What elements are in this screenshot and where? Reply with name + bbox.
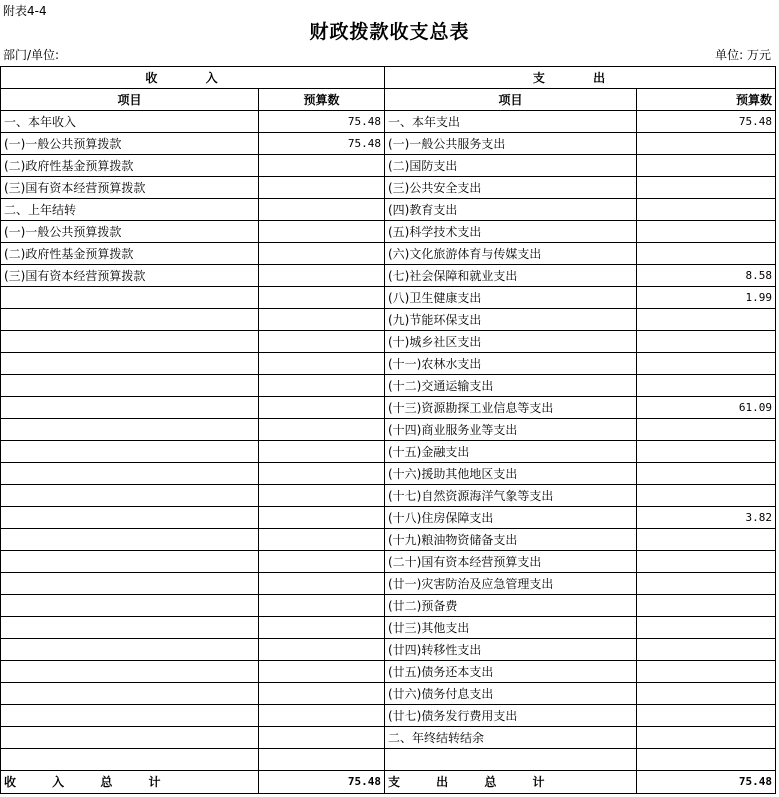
table-row xyxy=(1,617,776,639)
expense-budget-cell[interactable] xyxy=(637,463,776,485)
expense-budget-cell[interactable]: 1.99 xyxy=(637,287,776,309)
income-item-cell[interactable] xyxy=(1,441,259,463)
table-row xyxy=(1,353,776,375)
table-row xyxy=(1,705,776,727)
expense-item-cell[interactable]: (廿三)其他支出 xyxy=(385,617,637,639)
expense-item-column-header: 项目 xyxy=(385,89,637,111)
expense-budget-cell[interactable] xyxy=(637,243,776,265)
page-title: 财政拨款收支总表 xyxy=(309,21,470,43)
income-budget-cell[interactable] xyxy=(259,441,385,463)
income-item-cell[interactable] xyxy=(1,485,259,507)
expense-budget-cell[interactable] xyxy=(637,639,776,661)
table-row xyxy=(1,529,776,551)
expense-item-cell[interactable]: (廿四)转移性支出 xyxy=(385,639,637,661)
income-budget-cell[interactable] xyxy=(259,199,385,221)
income-item-cell[interactable] xyxy=(1,595,259,617)
table-row xyxy=(1,749,776,771)
expense-budget-cell[interactable] xyxy=(637,375,776,397)
income-budget-cell[interactable] xyxy=(259,309,385,331)
income-budget-cell[interactable] xyxy=(259,243,385,265)
table-row xyxy=(1,727,776,749)
expense-item-cell[interactable]: (四)教育支出 xyxy=(385,199,637,221)
table-row xyxy=(1,287,776,309)
expense-item-cell[interactable]: (十九)粮油物资储备支出 xyxy=(385,529,637,551)
expense-budget-cell[interactable]: 61.09 xyxy=(637,397,776,419)
expense-budget-cell[interactable] xyxy=(637,353,776,375)
expense-budget-cell[interactable] xyxy=(637,331,776,353)
expense-budget-cell[interactable] xyxy=(637,419,776,441)
expense-item-cell[interactable]: (十六)援助其他地区支出 xyxy=(385,463,637,485)
expense-item-cell[interactable]: (一)一般公共服务支出 xyxy=(385,133,637,155)
expense-budget-cell[interactable] xyxy=(637,485,776,507)
income-item-cell[interactable] xyxy=(1,331,259,353)
expense-item-cell[interactable]: (廿五)债务还本支出 xyxy=(385,661,637,683)
table-row xyxy=(1,419,776,441)
income-budget-cell[interactable] xyxy=(259,661,385,683)
income-budget-cell[interactable] xyxy=(259,485,385,507)
income-item-cell[interactable] xyxy=(1,749,259,771)
income-item-cell[interactable]: (二)政府性基金预算拨款 xyxy=(1,155,259,177)
expense-item-cell[interactable]: (十三)资源勘探工业信息等支出 xyxy=(385,397,637,419)
income-total-label: 收 入 总 计 xyxy=(1,771,259,794)
income-item-cell[interactable] xyxy=(1,463,259,485)
expense-item-cell[interactable]: 二、年终结转结余 xyxy=(385,727,637,749)
expense-item-cell[interactable]: (廿二)预备费 xyxy=(385,595,637,617)
income-budget-cell[interactable] xyxy=(259,551,385,573)
expense-budget-cell[interactable] xyxy=(637,529,776,551)
income-budget-cell[interactable] xyxy=(259,639,385,661)
fiscal-summary-table xyxy=(0,66,776,794)
income-item-cell[interactable] xyxy=(1,419,259,441)
income-budget-cell[interactable] xyxy=(259,705,385,727)
income-budget-cell[interactable] xyxy=(259,331,385,353)
table-row xyxy=(1,507,776,529)
expense-budget-column-header: 预算数 xyxy=(637,89,776,111)
expense-budget-cell[interactable]: 75.48 xyxy=(637,111,776,133)
income-budget-cell[interactable] xyxy=(259,727,385,749)
expense-budget-cell[interactable] xyxy=(637,155,776,177)
expense-budget-cell[interactable] xyxy=(637,595,776,617)
income-item-cell[interactable]: (二)政府性基金预算拨款 xyxy=(1,243,259,265)
income-item-column-header: 项目 xyxy=(1,89,259,111)
income-item-cell[interactable] xyxy=(1,661,259,683)
income-budget-cell[interactable]: 75.48 xyxy=(259,111,385,133)
table-row xyxy=(1,485,776,507)
income-budget-column-header: 预算数 xyxy=(259,89,385,111)
expense-budget-cell[interactable] xyxy=(637,705,776,727)
expense-budget-cell[interactable] xyxy=(637,749,776,771)
expense-total-label: 支 出 总 计 xyxy=(385,771,637,794)
income-item-cell[interactable]: (三)国有资本经营预算拨款 xyxy=(1,177,259,199)
expense-item-cell[interactable]: (廿七)债务发行费用支出 xyxy=(385,705,637,727)
expense-item-cell[interactable] xyxy=(385,749,637,771)
income-total-value: 75.48 xyxy=(259,771,385,794)
income-budget-cell[interactable] xyxy=(259,155,385,177)
income-item-cell[interactable] xyxy=(1,397,259,419)
expense-item-cell[interactable]: (十)城乡社区支出 xyxy=(385,331,637,353)
income-budget-cell[interactable] xyxy=(259,287,385,309)
table-row xyxy=(1,243,776,265)
table-row xyxy=(1,177,776,199)
table-row xyxy=(1,595,776,617)
income-item-cell[interactable] xyxy=(1,353,259,375)
table-row xyxy=(1,397,776,419)
expense-budget-cell[interactable] xyxy=(637,133,776,155)
table-row xyxy=(1,309,776,331)
income-item-cell[interactable]: (三)国有资本经营预算拨款 xyxy=(1,265,259,287)
table-row xyxy=(1,221,776,243)
table-row xyxy=(1,199,776,221)
income-budget-cell[interactable] xyxy=(259,529,385,551)
expense-budget-cell[interactable] xyxy=(637,177,776,199)
income-budget-cell[interactable] xyxy=(259,749,385,771)
expense-item-cell[interactable]: (十二)交通运输支出 xyxy=(385,375,637,397)
income-budget-cell[interactable] xyxy=(259,397,385,419)
expense-budget-cell[interactable] xyxy=(637,441,776,463)
table-row xyxy=(1,331,776,353)
table-row xyxy=(1,133,776,155)
income-item-cell[interactable] xyxy=(1,639,259,661)
expense-item-cell[interactable]: (九)节能环保支出 xyxy=(385,309,637,331)
department-label: 部门/单位: xyxy=(3,48,60,62)
table-row xyxy=(1,111,776,133)
income-budget-cell[interactable] xyxy=(259,177,385,199)
income-budget-cell[interactable] xyxy=(259,353,385,375)
income-item-cell[interactable]: (一)一般公共预算拨款 xyxy=(1,133,259,155)
income-budget-cell[interactable] xyxy=(259,221,385,243)
expense-budget-cell[interactable] xyxy=(637,661,776,683)
expense-item-cell[interactable]: (十一)农林水支出 xyxy=(385,353,637,375)
expense-item-cell[interactable]: (十四)商业服务业等支出 xyxy=(385,419,637,441)
expense-item-cell[interactable]: (五)科学技术支出 xyxy=(385,221,637,243)
income-item-cell[interactable] xyxy=(1,573,259,595)
income-item-cell[interactable] xyxy=(1,375,259,397)
income-budget-cell[interactable] xyxy=(259,595,385,617)
expense-budget-cell[interactable] xyxy=(637,309,776,331)
expense-budget-cell[interactable] xyxy=(637,221,776,243)
income-item-cell[interactable]: (一)一般公共预算拨款 xyxy=(1,221,259,243)
expense-item-cell[interactable]: (八)卫生健康支出 xyxy=(385,287,637,309)
expense-item-cell[interactable]: (十七)自然资源海洋气象等支出 xyxy=(385,485,637,507)
table-row xyxy=(1,463,776,485)
expense-item-cell[interactable]: 一、本年支出 xyxy=(385,111,637,133)
expense-budget-cell[interactable] xyxy=(637,551,776,573)
expense-budget-cell[interactable] xyxy=(637,573,776,595)
expense-item-cell[interactable]: (十八)住房保障支出 xyxy=(385,507,637,529)
income-budget-cell[interactable] xyxy=(259,419,385,441)
income-budget-cell[interactable]: 75.48 xyxy=(259,133,385,155)
table-row xyxy=(1,155,776,177)
unit-label: 单位: 万元 xyxy=(715,48,771,62)
income-item-cell[interactable]: 一、本年收入 xyxy=(1,111,259,133)
income-item-cell[interactable] xyxy=(1,529,259,551)
expense-band-header: 支 出 xyxy=(385,67,776,89)
table-body xyxy=(1,111,776,771)
expense-budget-cell[interactable] xyxy=(637,617,776,639)
income-item-cell[interactable] xyxy=(1,507,259,529)
income-budget-cell[interactable] xyxy=(259,375,385,397)
income-item-cell[interactable] xyxy=(1,705,259,727)
income-budget-cell[interactable] xyxy=(259,617,385,639)
income-item-cell[interactable] xyxy=(1,617,259,639)
income-band-header: 收 入 xyxy=(1,67,385,89)
table-row xyxy=(1,573,776,595)
annex-label: 附表4-4 xyxy=(3,4,47,18)
expense-budget-cell[interactable] xyxy=(637,727,776,749)
table-row xyxy=(1,551,776,573)
expense-item-cell[interactable]: (二十)国有资本经营预算支出 xyxy=(385,551,637,573)
table-row xyxy=(1,639,776,661)
expense-total-value: 75.48 xyxy=(637,771,776,794)
income-item-cell[interactable] xyxy=(1,287,259,309)
income-item-cell[interactable] xyxy=(1,727,259,749)
expense-budget-cell[interactable] xyxy=(637,199,776,221)
income-budget-cell[interactable] xyxy=(259,507,385,529)
expense-item-cell[interactable]: (三)公共安全支出 xyxy=(385,177,637,199)
income-item-cell[interactable] xyxy=(1,309,259,331)
expense-item-cell[interactable]: (十五)金融支出 xyxy=(385,441,637,463)
income-item-cell[interactable]: 二、上年结转 xyxy=(1,199,259,221)
expense-budget-cell[interactable]: 8.58 xyxy=(637,265,776,287)
expense-budget-cell[interactable]: 3.82 xyxy=(637,507,776,529)
income-budget-cell[interactable] xyxy=(259,683,385,705)
income-budget-cell[interactable] xyxy=(259,573,385,595)
table-row xyxy=(1,375,776,397)
expense-item-cell[interactable]: (廿一)灾害防治及应急管理支出 xyxy=(385,573,637,595)
expense-item-cell[interactable]: (七)社会保障和就业支出 xyxy=(385,265,637,287)
income-item-cell[interactable] xyxy=(1,551,259,573)
expense-item-cell[interactable]: (六)文化旅游体育与传媒支出 xyxy=(385,243,637,265)
table-row xyxy=(1,683,776,705)
income-budget-cell[interactable] xyxy=(259,265,385,287)
table-row xyxy=(1,661,776,683)
expense-item-cell[interactable]: (二)国防支出 xyxy=(385,155,637,177)
total-row xyxy=(1,771,776,794)
expense-item-cell[interactable]: (廿六)债务付息支出 xyxy=(385,683,637,705)
income-budget-cell[interactable] xyxy=(259,463,385,485)
table-row xyxy=(1,441,776,463)
income-item-cell[interactable] xyxy=(1,683,259,705)
expense-budget-cell[interactable] xyxy=(637,683,776,705)
table-row xyxy=(1,265,776,287)
